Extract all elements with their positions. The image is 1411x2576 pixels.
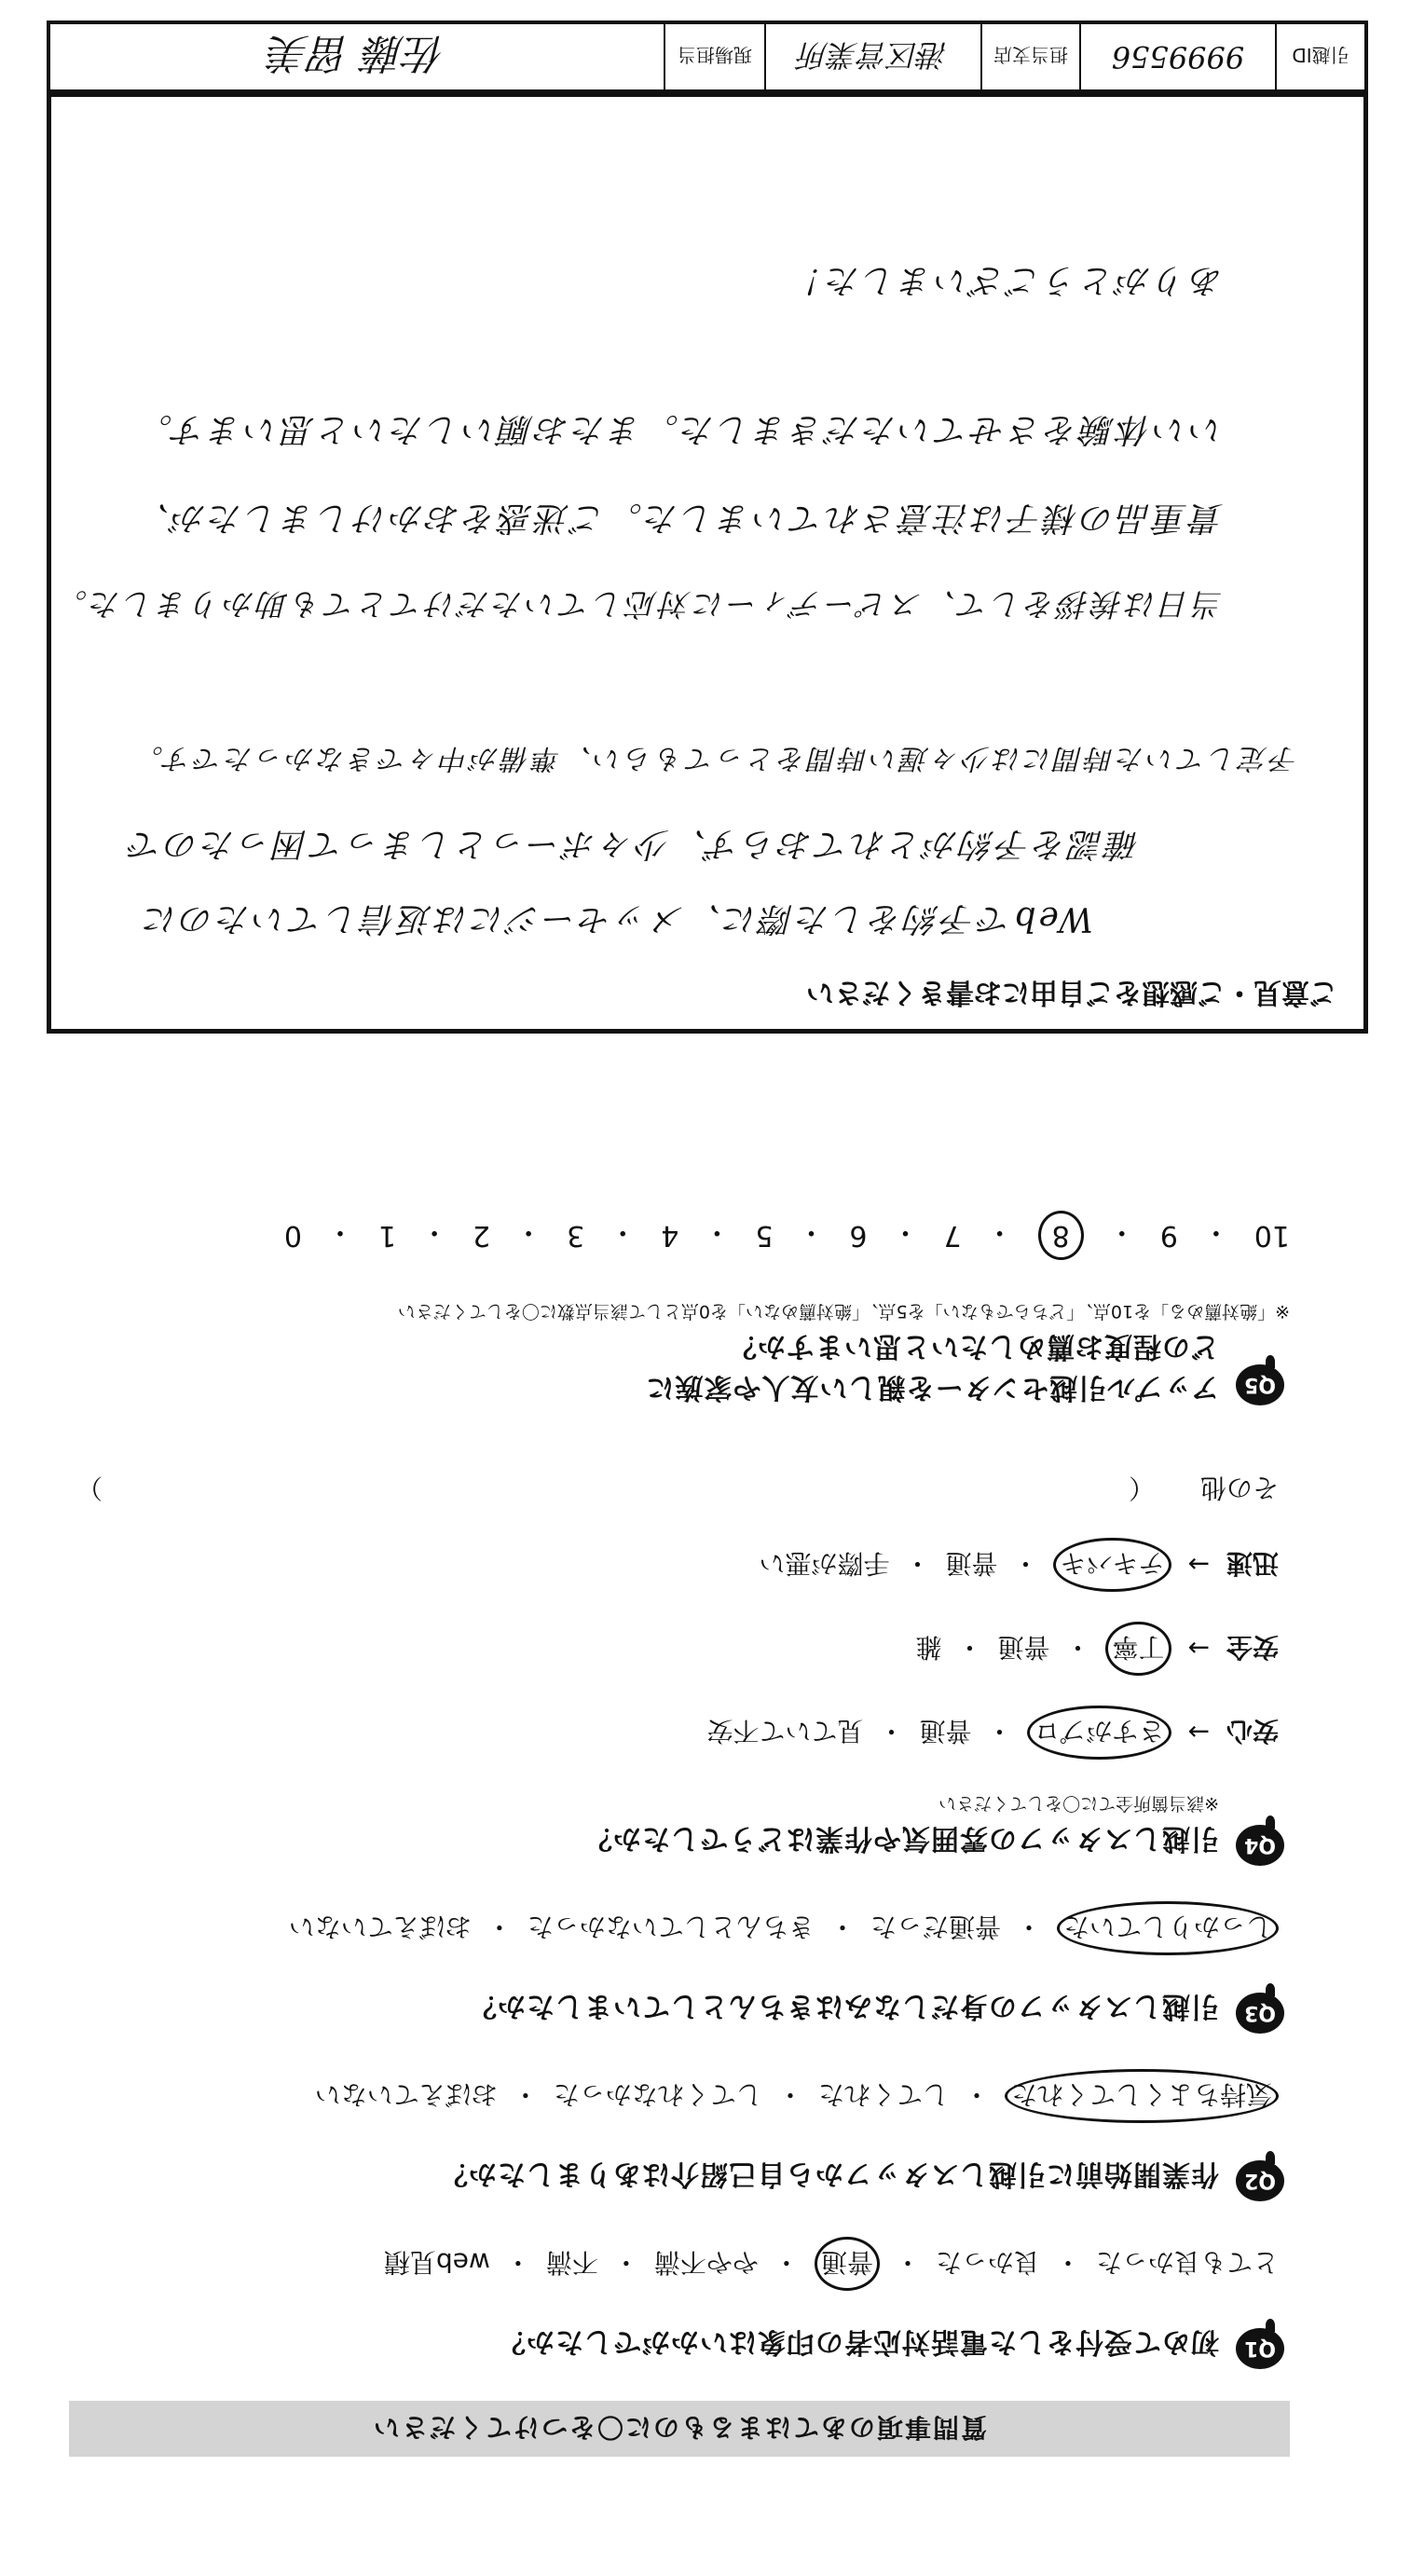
q4-other-close-paren: ）: [76, 1473, 103, 1503]
comment-line: Webで予約をした際に、メッセージには返信していたのに: [141, 899, 1093, 938]
q2-title: 作業開始前に引越しスタッフから自己紹介はありましたか？: [439, 2158, 1219, 2190]
q5-scale: 10 ・ 9 ・ 8 ・ 7 ・ 6 ・ 5 ・ 4 ・ 3 ・ 2 ・ 1 ・ 0: [284, 1211, 1290, 1260]
q5-note: ※「絶対薦める」を10点、「どちらでもない」を5点、「絶対薦めない」を0点として該当点数に〇をしてください: [397, 1301, 1290, 1322]
q2-badge-icon: Q2: [1236, 2160, 1284, 2201]
q4-option-normal[interactable]: 普通: [997, 1632, 1050, 1663]
q3-option-neat[interactable]: しっかりしていた: [1057, 1901, 1279, 1955]
q4-row-label: 迅速: [1226, 1548, 1279, 1579]
q5-score-1[interactable]: 1: [377, 1219, 397, 1252]
q4-option-clumsy[interactable]: 手際が悪い: [759, 1548, 890, 1579]
q4-row-anshin: 安心 → さすがプロ ・ 普通 ・ 見ていて不安: [706, 1706, 1279, 1760]
q4-other-label: その他: [1199, 1473, 1279, 1503]
comments-box[interactable]: [47, 92, 1368, 1034]
q5-title-line1: アップル引越センターを親しい友人や家族に: [645, 1371, 1219, 1404]
q4-option-careful[interactable]: 丁寧: [1106, 1622, 1171, 1676]
q5-title-line2: どの程度お薦めしたいと思いますか？: [728, 1330, 1219, 1363]
q5-score-5[interactable]: 5: [755, 1219, 774, 1252]
q3-option-dont-remember[interactable]: おぼえていない: [288, 1911, 472, 1942]
q5-score-0[interactable]: 0: [283, 1219, 302, 1252]
arrow-icon: →: [1187, 1633, 1210, 1665]
q4-option-normal[interactable]: 普通: [945, 1548, 998, 1579]
comment-line: 確認を予約がとれておらず、少々ボーっとしまって困ったので: [126, 825, 1140, 863]
q5-score-10[interactable]: 10: [1253, 1219, 1290, 1252]
q2-option-dont-remember[interactable]: おぼえていない: [314, 2079, 498, 2110]
q1-option-normal[interactable]: 普通: [815, 2237, 880, 2291]
comment-line: いい体験をさせていただきました。またお願いしたいと思います。: [135, 410, 1224, 448]
q5-score-2[interactable]: 2: [473, 1219, 491, 1252]
q4-option-professional[interactable]: さすがプロ: [1028, 1706, 1171, 1760]
branch-label: 担当支店: [980, 24, 1079, 89]
q1-option-good[interactable]: 良かった: [935, 2247, 1040, 2278]
q5-badge-icon: Q5: [1236, 1364, 1284, 1405]
q4-row-label: 安心: [1226, 1716, 1279, 1747]
q4-other-open-paren: （: [1129, 1473, 1156, 1503]
comment-line: 貴重品の様子は注意されていました。ご迷惑をおかけしましたが、: [132, 499, 1224, 537]
q3-option-normal[interactable]: 普通だった: [870, 1911, 1001, 1942]
q4-option-normal[interactable]: 普通: [919, 1716, 972, 1747]
arrow-icon: →: [1187, 1717, 1210, 1748]
q4-option-quick[interactable]: テキパキ: [1054, 1538, 1171, 1592]
q5-score-3[interactable]: 3: [567, 1219, 585, 1252]
q5-score-7[interactable]: 7: [943, 1219, 962, 1252]
q1-option-very-good[interactable]: とても良かった: [1095, 2247, 1279, 2278]
arrow-icon: →: [1187, 1549, 1210, 1581]
q5-score-8[interactable]: 8: [1038, 1211, 1084, 1260]
q4-row-jinsoku: 迅速 → テキパキ ・ 普通 ・ 手際が悪い: [759, 1538, 1279, 1592]
staff-label: 現場担当: [664, 24, 764, 89]
q1-option-dissatisfied[interactable]: 不満: [545, 2247, 598, 2278]
q5-score-9[interactable]: 9: [1159, 1219, 1178, 1252]
comment-line: 当日は挨拶をして、スピーディーに対応していただけてとても助かりました。: [53, 586, 1224, 623]
staff-signature: 佐藤 留美: [268, 29, 445, 76]
q3-badge-icon: Q3: [1236, 1993, 1284, 2034]
q3-option-not-neat[interactable]: きちんとしていなかった: [527, 1911, 815, 1942]
q3-options: しっかりしていた ・ 普通だった ・ きちんとしていなかった ・ おぼえていない: [289, 1901, 1279, 1955]
comments-title: ご意見・ご感想をご自由にお書きください: [806, 976, 1337, 1008]
q3-title: 引越しスタッフの身だしなみはきちんとしていましたか？: [468, 1990, 1219, 2022]
id-value: 9999556: [1079, 24, 1275, 89]
id-label: 引越ID: [1275, 24, 1364, 89]
q5-score-6[interactable]: 6: [849, 1219, 868, 1252]
q2-options: 気持ちよくしてくれた ・ してくれた ・ してくれなかった ・ おぼえていない: [315, 2069, 1279, 2123]
q1-options: とても良かった ・ 良かった ・ 普通 ・ やや不満 ・ 不満 ・ web見積: [384, 2237, 1279, 2291]
q4-row-label: 安全: [1226, 1632, 1279, 1663]
q1-option-somewhat-dissatisfied[interactable]: やや不満: [653, 2247, 759, 2278]
q4-other-row[interactable]: [76, 1471, 1279, 1508]
q1-title: 初めて受付をした電話対応者の印象はいかがでしたか？: [497, 2325, 1219, 2358]
comment-line: ありがとうございました！: [787, 261, 1224, 299]
q2-option-did[interactable]: してくれた: [817, 2079, 949, 2110]
q4-title: 引越しスタッフの雰囲気や作業はどうでしたか？: [583, 1822, 1219, 1855]
q1-option-web-estimate[interactable]: web見積: [383, 2247, 490, 2278]
q4-note: ※該当箇所全てに〇をしてください: [938, 1793, 1219, 1814]
q4-option-careless[interactable]: 雑: [915, 1632, 942, 1663]
q1-badge-icon: Q1: [1236, 2328, 1284, 2369]
q4-badge-icon: Q4: [1236, 1825, 1284, 1866]
staff-id-table: [47, 21, 1368, 93]
q2-option-pleasantly[interactable]: 気持ちよくしてくれた: [1005, 2069, 1279, 2123]
q2-option-did-not[interactable]: してくれなかった: [553, 2079, 762, 2110]
comment-line: 予定していた時間には少々遅い時間をとってもらい、準備が中々できなかったです。: [132, 742, 1298, 774]
q4-row-anzen: 安全 → 丁寧 ・ 普通 ・ 雑: [915, 1622, 1279, 1676]
q5-score-4[interactable]: 4: [661, 1219, 679, 1252]
instruction-banner: 質問事項のあてはまるものに〇をつけてください: [69, 2401, 1290, 2457]
q4-option-anxious[interactable]: 見ていて不安: [706, 1716, 864, 1747]
branch-value: 港区営業所: [764, 24, 980, 89]
